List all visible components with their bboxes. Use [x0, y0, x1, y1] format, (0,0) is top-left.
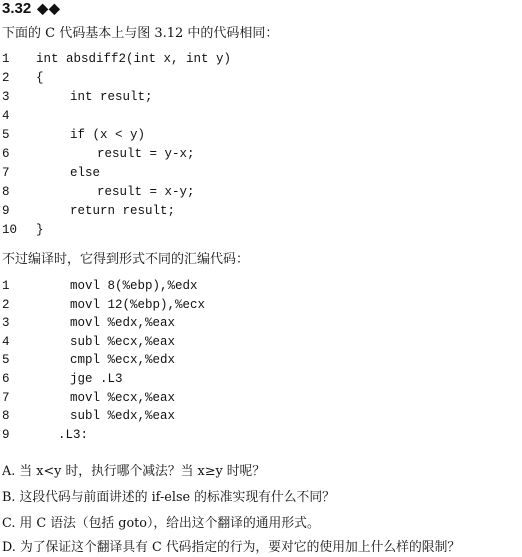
line-number: 2 — [2, 71, 10, 85]
line-number: 9 — [2, 204, 10, 218]
difficulty-diamonds: ◆◆ — [37, 0, 61, 16]
code-line — [0, 221, 510, 240]
code-line — [0, 164, 510, 183]
code-text: cmpl %ecx,%edx — [70, 353, 176, 368]
code-text: int absdiff2(int x, int y) — [36, 52, 232, 66]
line-number: 10 — [2, 223, 18, 237]
code-text: return result; — [70, 204, 176, 218]
code-line — [0, 426, 510, 445]
code-line — [0, 50, 510, 69]
line-number: 3 — [2, 90, 10, 104]
code-text: else — [70, 166, 101, 180]
line-number: 6 — [2, 371, 10, 386]
code-text: movl 12(%ebp),%ecx — [70, 297, 206, 312]
code-text: jge .L3 — [70, 371, 123, 386]
code-line — [0, 314, 510, 333]
code-text: int result; — [70, 90, 153, 104]
intro-text: 下面的 C 代码基本上与图 3.12 中的代码相同： — [2, 26, 279, 41]
exercise-number: 3.32 — [2, 0, 32, 17]
code-line — [0, 407, 510, 426]
line-number: 7 — [2, 166, 10, 180]
question-a: A. 当 x<y 时，执行哪个减法？当 x≥y 时呢？ — [2, 464, 266, 479]
question-c: C. 用 C 语法（包括 goto），给出这个翻译的通用形式。 — [2, 516, 320, 531]
code-line — [0, 145, 510, 164]
c-code-listing — [0, 50, 510, 240]
line-number: 8 — [2, 185, 10, 199]
exercise-title — [2, 0, 61, 17]
code-line — [0, 277, 510, 296]
line-number: 8 — [2, 409, 10, 424]
code-line — [0, 88, 510, 107]
code-text: subl %edx,%eax — [70, 409, 176, 424]
line-number: 7 — [2, 390, 10, 405]
line-number: 5 — [2, 128, 10, 142]
line-number: 1 — [2, 279, 10, 293]
code-text: subl %ecx,%eax — [70, 334, 176, 349]
code-text: result = x-y; — [97, 185, 195, 199]
code-text: result = y-x; — [97, 147, 195, 161]
code-line — [0, 370, 510, 389]
code-line — [0, 69, 510, 88]
code-line — [0, 183, 510, 202]
code-line — [0, 351, 510, 370]
code-line — [0, 296, 510, 315]
line-number: 9 — [2, 427, 10, 442]
code-text: { — [36, 71, 44, 85]
line-number: 1 — [2, 52, 10, 66]
code-line — [0, 333, 510, 352]
code-text: if (x < y) — [70, 128, 146, 142]
line-number: 3 — [2, 316, 10, 331]
code-text: movl %ecx,%eax — [70, 390, 176, 405]
code-text: movl %edx,%eax — [70, 316, 176, 331]
line-number: 2 — [2, 297, 10, 312]
code-line — [0, 126, 510, 145]
line-number: 5 — [2, 353, 10, 368]
line-number: 4 — [2, 334, 10, 349]
code-line — [0, 389, 510, 408]
question-b: B. 这段代码与前面讲述的 if-else 的标准实现有什么不同？ — [2, 490, 335, 505]
code-text: .L3: — [58, 427, 89, 442]
assembly-intro-text: 不过编译时，它得到形式不同的汇编代码： — [2, 252, 250, 267]
code-text: } — [36, 223, 44, 237]
code-line — [0, 107, 510, 126]
question-d: D. 为了保证这个翻译具有 C 代码指定的行为，要对它的使用加上什么样的限制？ — [2, 540, 461, 555]
line-number: 6 — [2, 147, 10, 161]
assembly-listing — [0, 277, 510, 444]
code-line — [0, 202, 510, 221]
code-text: movl 8(%ebp),%edx — [70, 279, 198, 293]
line-number: 4 — [2, 109, 10, 123]
